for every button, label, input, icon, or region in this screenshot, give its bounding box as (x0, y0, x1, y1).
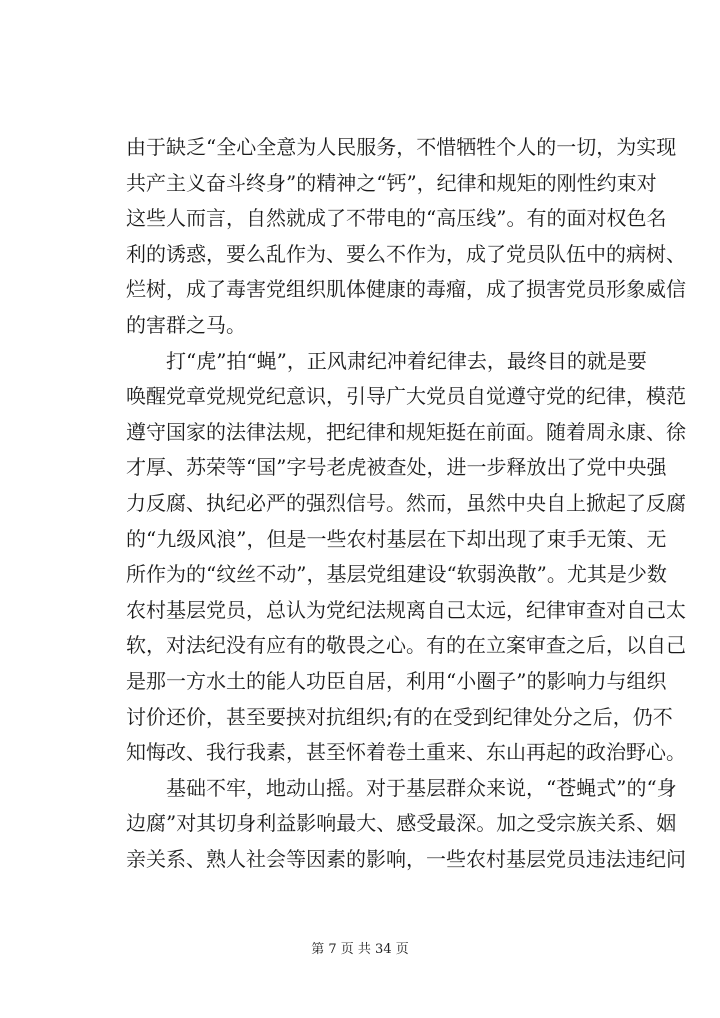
text-line: 农村基层党员，总认为党纪法规离自己太远，纪律审查对自己太 (126, 597, 686, 622)
text-line: 唤醒党章党规党纪意识，引导广大党员自觉遵守党的纪律，模范 (126, 384, 686, 409)
text-line: 打“虎”拍“蝇”，正风肃纪冲着纪律去，最终目的就是要 (166, 348, 647, 373)
text-line: 所作为的“纹丝不动”，基层党组建设“软弱涣散”。尤其是少数 (126, 562, 667, 587)
page-footer: 第 7 页 共 34 页 (311, 942, 409, 957)
text-line: 力反腐、执纪必严的强烈信号。然而，虽然中央自上掀起了反腐 (126, 490, 686, 515)
text-line: 是那一方水土的能人功臣自居，利用“小圈子”的影响力与组织 (126, 668, 667, 693)
text-line: 的“九级风浪”，但是一些农村基层在下却出现了束手无策、无 (126, 526, 667, 551)
text-line: 这些人而言，自然就成了不带电的“高压线”。有的面对权色名 (126, 206, 667, 231)
text-line: 知悔改、我行我素，甚至怀着卷土重来、东山再起的政治野心。 (126, 740, 686, 765)
text-line: 才厚、苏荣等“国”字号老虎被查处，进一步释放出了党中央强 (126, 455, 667, 480)
text-line: 利的诱惑，要么乱作为、要么不作为，成了党员队伍中的病树、 (126, 241, 686, 266)
text-line: 烂树，成了毒害党组织肌体健康的毒瘤，成了损害党员形象威信 (126, 277, 686, 302)
text-line: 讨价还价，甚至要挟对抗组织;有的在受到纪律处分之后，仍不 (126, 704, 673, 729)
text-line: 软，对法纪没有应有的敬畏之心。有的在立案审查之后，以自己 (126, 633, 686, 658)
text-line: 亲关系、熟人社会等因素的影响，一些农村基层党员违法违纪问 (126, 846, 686, 871)
text-line: 边腐”对其切身利益影响最大、感受最深。加之受宗族关系、姻 (126, 811, 677, 836)
text-line: 共产主义奋斗终身”的精神之“钙”，纪律和规矩的刚性约束对 (126, 170, 657, 195)
text-line: 遵守国家的法律法规，把纪律和规矩挺在前面。随着周永康、徐 (126, 419, 686, 444)
text-line: 基础不牢，地动山摇。对于基层群众来说，“苍蝇式”的“身 (166, 775, 677, 800)
document-body (126, 130, 686, 877)
text-line: 由于缺乏“全心全意为人民服务，不惜牺牲个人的一切，为实现 (126, 135, 677, 159)
text-line: 的害群之马。 (126, 312, 246, 337)
